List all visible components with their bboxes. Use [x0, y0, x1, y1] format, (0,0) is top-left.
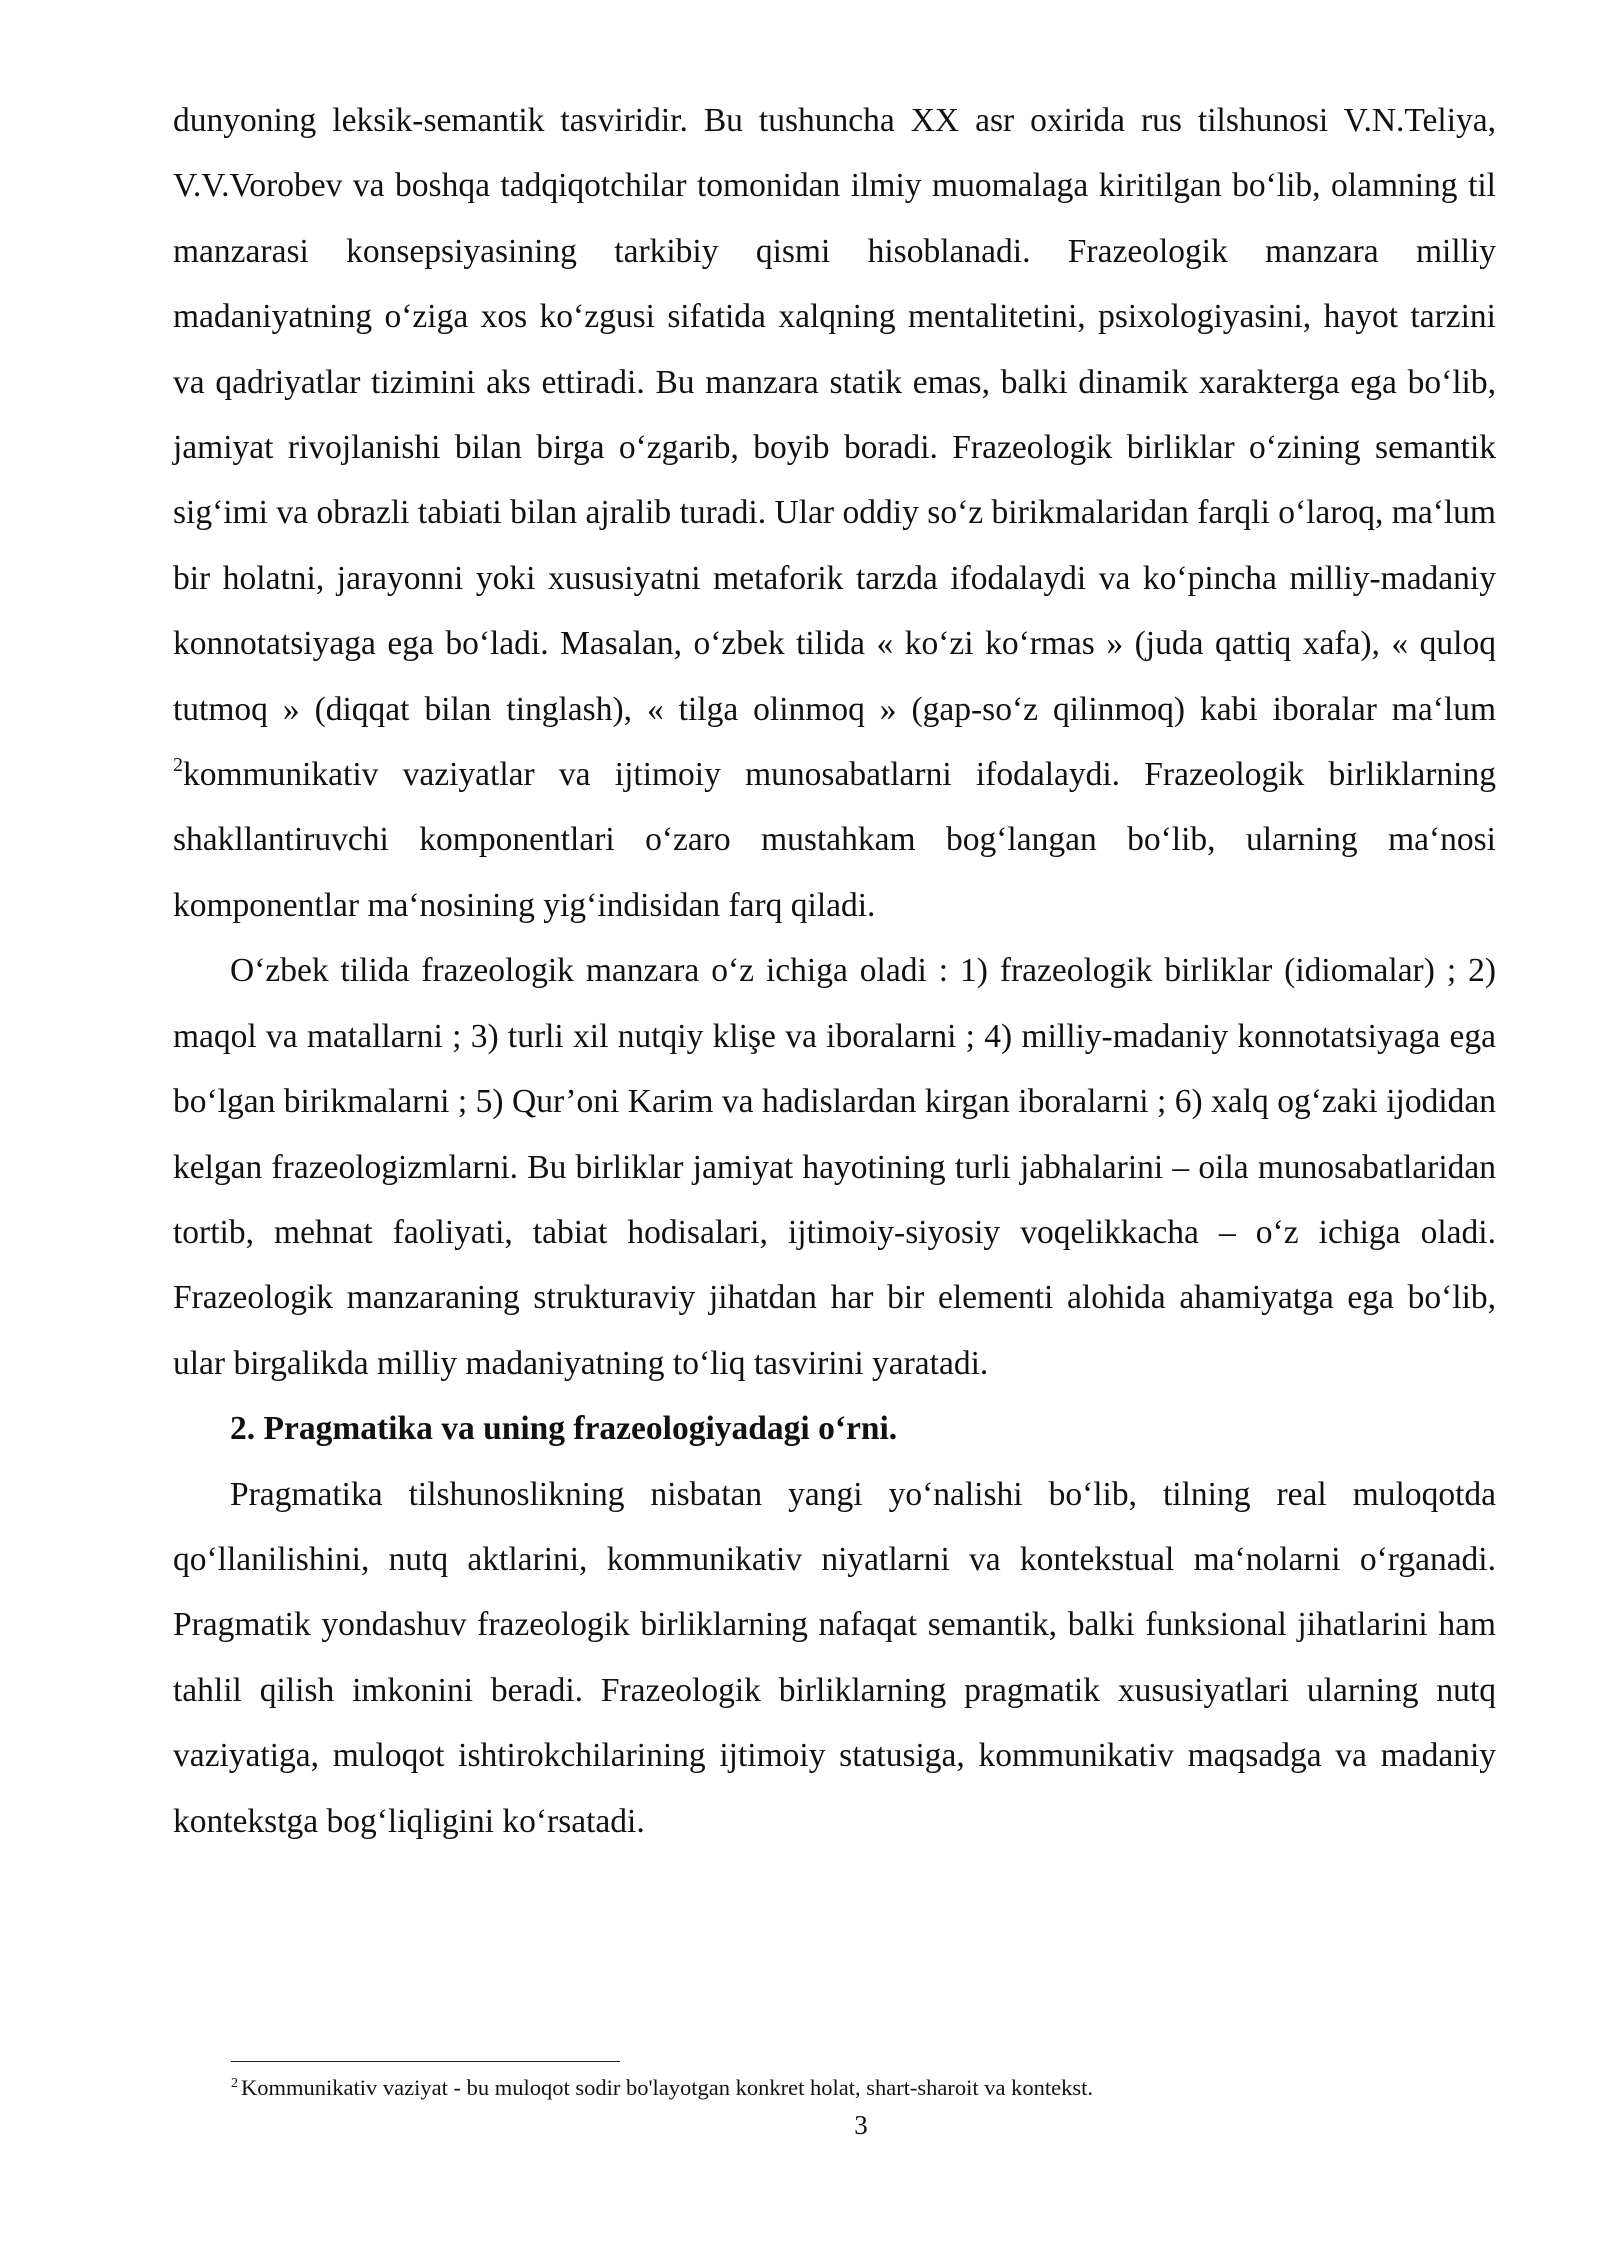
- body-text: [173, 88, 1496, 1854]
- paragraph-1-part-b: kommunikativ vaziyatlar va ijtimoiy munosabatlarni ifodalaydi. Frazeologik birliklarning shakllantiruvchi komponentlari o‘zaro mustahkam bog‘langan bo‘lib, ularning ma‘nosi komponentlar ma‘nosining yig‘indisidan farq qiladi.: [173, 756, 1496, 924]
- footnote-number: 2: [231, 2076, 238, 2091]
- footnote: [231, 2073, 1491, 2103]
- section-heading: 2. Pragmatika va uning frazeologiyadagi o‘rni.: [230, 1410, 898, 1448]
- page-number: 3: [854, 2110, 868, 2140]
- footnote-separator: [231, 2061, 620, 2062]
- paragraph-1-part-a: dunyoning leksik-semantik tasviridir. Bu tushuncha XX asr oxirida rus tilshunosi V.N.Teliya, V.V.Vorobev va boshqa tadqiqotchilar tomonidan ilmiy muomalaga kiritilgan bo‘lib, olamning til manzarasi konsepsiyasining tarkibiy qismi hisoblanadi. Frazeologik manzara milliy madaniyatning o‘ziga xos ko‘zgusi sifatida xalqning mentalitetini, psixologiyasini, hayot tarzini va qadriyatlar tizimini aks ettiradi. Bu manzara statik emas, balki dinamik xarakterga ega bo‘lib, jamiyat rivojlanishi bilan birga o‘zgarib, boyib boradi. Frazeologik birliklar o‘zining semantik sig‘imi va obrazli tabiati bilan ajralib turadi. Ular oddiy so‘z birikmalaridan farqli o‘laroq, ma‘lum bir holatni, jarayonni yoki xususiyatni metaforik tarzda ifodalaydi va ko‘pincha milliy-madaniy konnotatsiyaga ega bo‘ladi. Masalan, o‘zbek tilida « ko‘zi ko‘rmas » (juda qattiq xafa), « quloq tutmoq » (diqqat bilan tinglash), « tilga olinmoq » (gap-so‘z qilinmoq) kabi iboralar ma‘lum: [173, 102, 1496, 728]
- paragraph-3: Pragmatika tilshunoslikning nisbatan yangi yo‘nalishi bo‘lib, tilning real muloqotda qo‘llanilishini, nutq aktlarini, kommunikativ niyatlarni va kontekstual ma‘nolarni o‘rganadi. Pragmatik yondashuv frazeologik birliklarning nafaqat semantik, balki funksional jihatlarini ham tahlil qilish imkonini beradi. Frazeologik birliklarning pragmatik xususiyatlari ularning nutq vaziyatiga, muloqot ishtirokchilarining ijtimoiy statusiga, kommunikativ maqsadga va madaniy kontekstga bog‘liqligini ko‘rsatadi.: [173, 1475, 1496, 1840]
- paragraph-2: O‘zbek tilida frazeologik manzara o‘z ichiga oladi : 1) frazeologik birliklar (idiomalar) ; 2) maqol va matallarni ; 3) turli xil nutqiy klişe va iboralarni ; 4) milliy-madaniy konnotatsiyaga ega bo‘lgan birikmalarni ; 5) Qur’oni Karim va hadislardan kirgan iboralarni ; 6) xalq og‘zaki ijodidan kelgan frazeologizmlarni. Bu birliklar jamiyat hayotining turli jabhalarini – oila munosabatlaridan tortib, mehnat faoliyati, tabiat hodisalari, ijtimoiy-siyosiy voqelikkacha – o‘z ichiga oladi. Frazeologik manzaraning strukturaviy jihatdan har bir elementi alohida ahamiyatga ega bo‘lib, ular birgalikda milliy madaniyatning to‘liq tasvirini yaratadi.: [173, 952, 1496, 1382]
- footnote-text: Kommunikativ vaziyat - bu muloqot sodir bo'layotgan konkret holat, shart-sharoit va kontekst.: [241, 2075, 1094, 2100]
- paragraph-1: [173, 88, 1496, 938]
- footnote-reference: 2: [173, 754, 183, 777]
